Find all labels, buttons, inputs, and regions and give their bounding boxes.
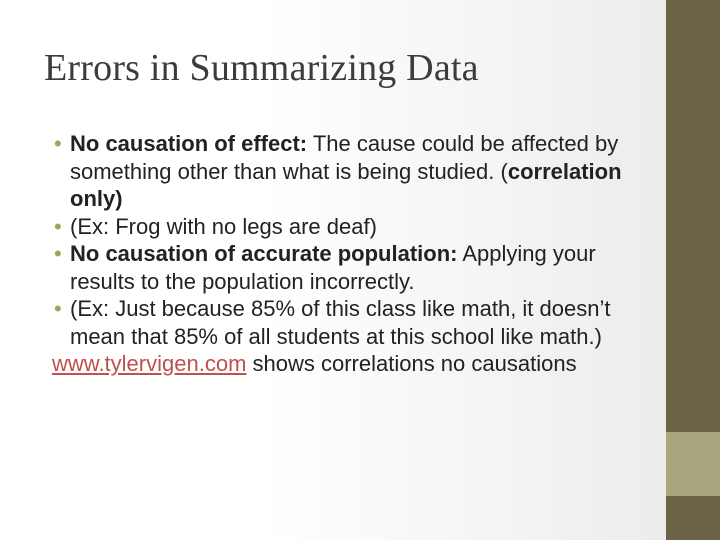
slide-title: Errors in Summarizing Data bbox=[44, 47, 479, 89]
bullet-text: (Ex: Just because 85% of this class like math, it doesn’t mean that 85% of all students at this school like math.) bbox=[70, 296, 611, 349]
bullet-text: (Ex: Frog with no legs are deaf) bbox=[70, 213, 377, 239]
bullet-item bbox=[52, 213, 622, 241]
footer-text: shows correlations no causations bbox=[246, 351, 577, 376]
footer-line bbox=[52, 350, 622, 378]
sidebar-dark-band bbox=[666, 0, 720, 432]
slide-body bbox=[52, 130, 622, 378]
bullet-text: Applying your results to the population incorrectly. bbox=[70, 241, 596, 294]
bullet-item bbox=[52, 295, 622, 350]
bullet-lead: No causation of accurate population: bbox=[70, 241, 458, 266]
sidebar-light-band bbox=[666, 432, 720, 496]
sidebar-bottom-band bbox=[666, 496, 720, 540]
bullet-bold-tail: correlation only) bbox=[70, 158, 622, 211]
tylervigen-link[interactable]: www.tylervigen.com bbox=[52, 351, 247, 376]
bullet-item bbox=[52, 240, 622, 295]
bullet-lead: No causation of effect: bbox=[70, 131, 308, 156]
bullet-item bbox=[52, 130, 622, 213]
bullet-text: The cause could be affected by something other than what is being studied. ( bbox=[70, 131, 619, 184]
